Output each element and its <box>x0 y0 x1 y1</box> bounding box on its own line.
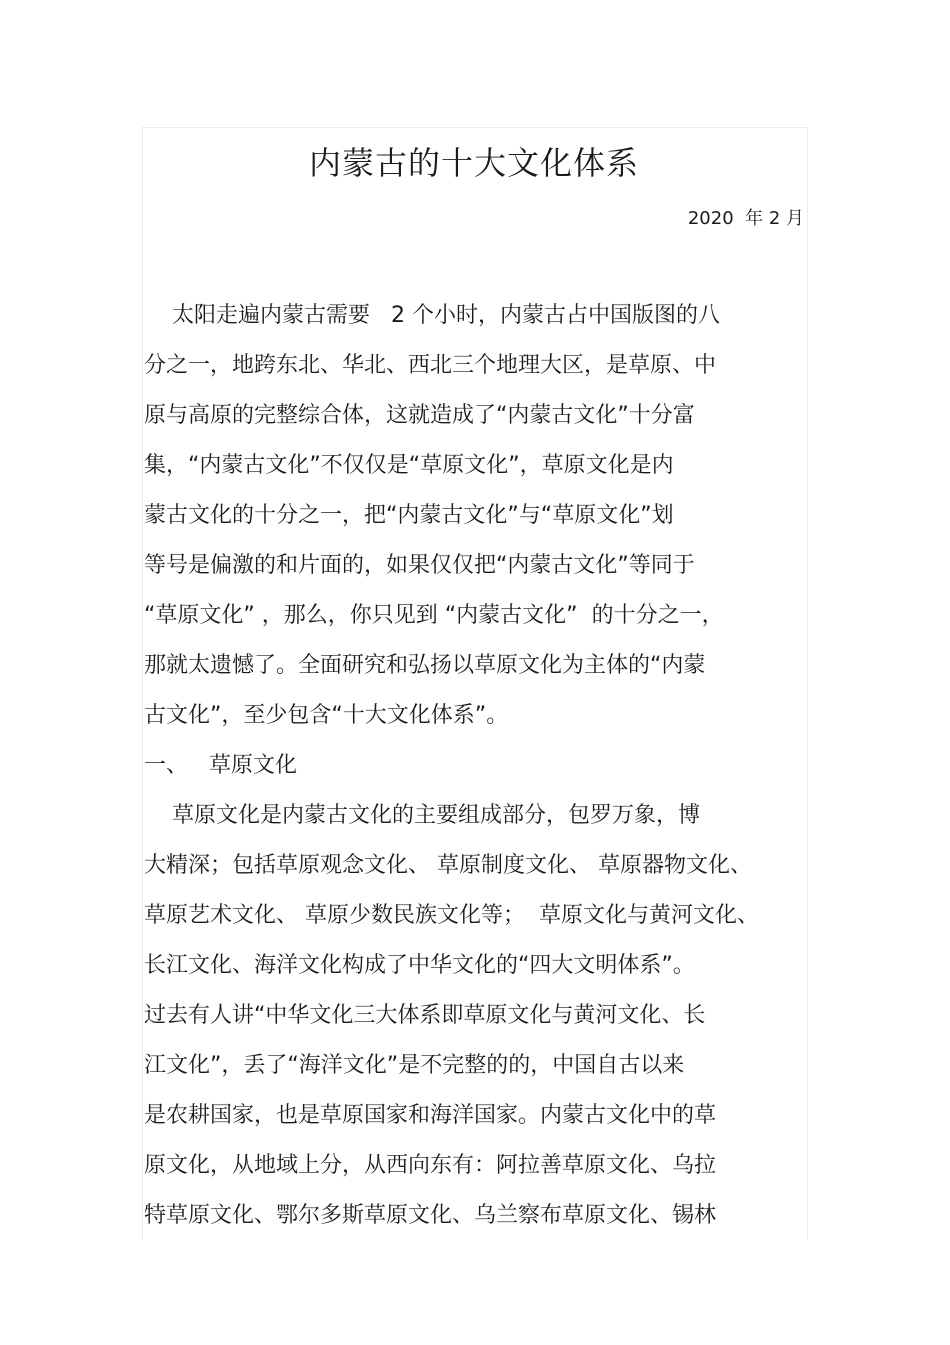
section-heading: 一、 草原文化 <box>144 753 297 778</box>
body-line: 古文化”，至少包含“十大文化体系”。 <box>144 703 509 728</box>
body-line: 过去有人讲“中华文化三大体系即草原文化与黄河文化、长 <box>144 1003 706 1028</box>
document-date: 2020 年 2 月 <box>687 208 804 229</box>
body-line: 太阳走遍内蒙古需要 2 个小时，内蒙古占中国版图的八 <box>144 303 720 328</box>
body-line: 特草原文化、鄂尔多斯草原文化、乌兰察布草原文化、锡林 <box>144 1203 717 1228</box>
body-line: 江文化”，丢了“海洋文化”是不完整的的，中国自古以来 <box>144 1053 685 1078</box>
body-line: 分之一，地跨东北、华北、西北三个地理大区，是草原、中 <box>144 353 717 378</box>
body-line: 集，“内蒙古文化”不仅仅是“草原文化”，草原文化是内 <box>144 453 674 478</box>
body-line: 等号是偏激的和片面的，如果仅仅把“内蒙古文化”等同于 <box>144 553 695 578</box>
body-line: 草原文化是内蒙古文化的主要组成部分，包罗万象，博 <box>144 803 700 828</box>
document-title: 内蒙古的十大文化体系 <box>308 144 639 182</box>
body-line: 原与高原的完整综合体，这就造成了“内蒙古文化”十分富 <box>144 403 695 428</box>
body-line: 是农耕国家，也是草原国家和海洋国家。内蒙古文化中的草 <box>144 1103 717 1128</box>
body-line: 草原艺术文化、 草原少数民族文化等； 草原文化与黄河文化、 <box>144 903 759 928</box>
body-line: 大精深；包括草原观念文化、 草原制度文化、 草原器物文化、 <box>144 853 752 878</box>
body-line: 蒙古文化的十分之一，把“内蒙古文化”与“草原文化”划 <box>144 503 674 528</box>
body-line: “草原文化” ，那么，你只见到 “内蒙古文化” 的十分之一， <box>144 603 724 628</box>
body-line: 原文化，从地域上分，从西向东有：阿拉善草原文化、乌拉 <box>144 1153 717 1178</box>
body-line: 长江文化、海洋文化构成了中华文化的“四大文明体系”。 <box>144 953 695 978</box>
body-line: 那就太遗憾了。全面研究和弘扬以草原文化为主体的“内蒙 <box>144 653 706 678</box>
